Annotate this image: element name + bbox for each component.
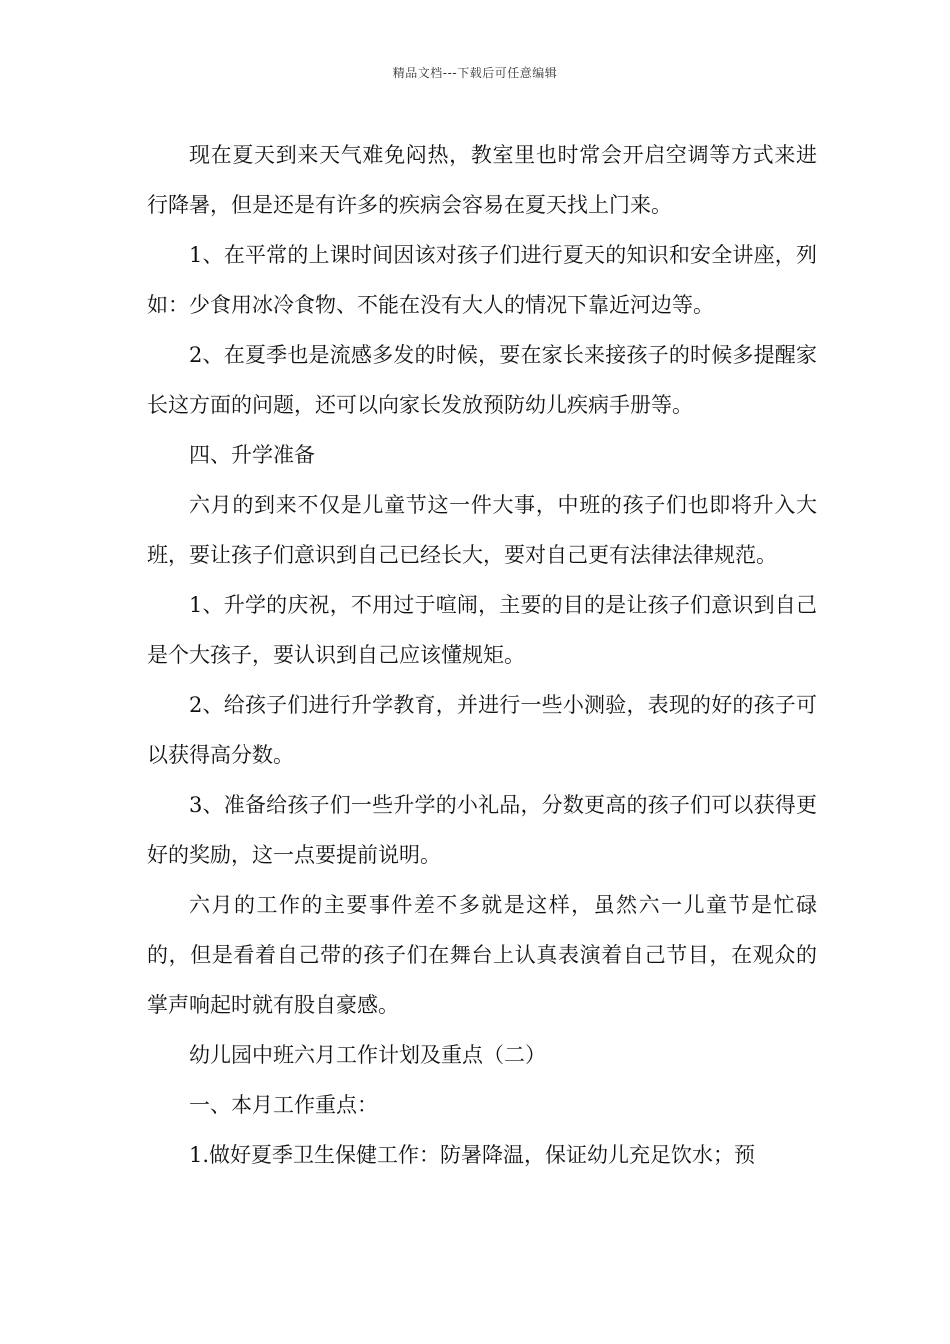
paragraph-school-prep-item-2: 2、给孩子们进行升学教育，并进行一些小测验，表现的好的孩子可以获得高分数。 [147,693,817,767]
section-heading-school-prep: 四、升学准备 [189,443,315,467]
paragraph-school-prep-intro: 六月的到来不仅是儿童节这一件大事，中班的孩子们也即将升入大班，要让孩子们意识到自己已经长大，要对自己更有法律法律规范。 [147,493,817,567]
paragraph-summer-item-2: 2、在夏季也是流感多发的时候，要在家长来接孩子的时候多提醒家长这方面的问题，还可以向家长发放预防幼儿疾病手册等。 [147,343,817,417]
paragraph-conclusion: 六月的工作的主要事件差不多就是这样，虽然六一儿童节是忙碌的，但是看着自己带的孩子们在舞台上认真表演着自己节目，在观众的掌声响起时就有股自豪感。 [147,893,817,1017]
paragraph-summer-item-1: 1、在平常的上课时间因该对孩子们进行夏天的知识和安全讲座，列如：少食用冰冷食物、不能在没有大人的情况下靠近河边等。 [147,243,817,317]
paragraph-focus-item-1: 1.做好夏季卫生保健工作：防暑降温，保证幼儿充足饮水；预 [189,1143,756,1167]
paragraph-summer-intro: 现在夏天到来天气难免闷热，教室里也时常会开启空调等方式来进行降暑，但是还是有许多的疾病会容易在夏天找上门来。 [147,143,817,217]
section-title-plan-two: 幼儿园中班六月工作计划及重点（二） [189,1043,546,1067]
document-body [147,130,817,1180]
section-heading-focus: 一、本月工作重点： [189,1093,378,1117]
paragraph-school-prep-item-1: 1、升学的庆祝，不用过于喧闹，主要的目的是让孩子们意识到自己是个大孩子，要认识到自己应该懂规矩。 [147,593,817,667]
page-header: 精品文档---下载后可任意编辑 [392,66,558,80]
paragraph-school-prep-item-3: 3、准备给孩子们一些升学的小礼品，分数更高的孩子们可以获得更好的奖励，这一点要提前说明。 [147,793,817,867]
